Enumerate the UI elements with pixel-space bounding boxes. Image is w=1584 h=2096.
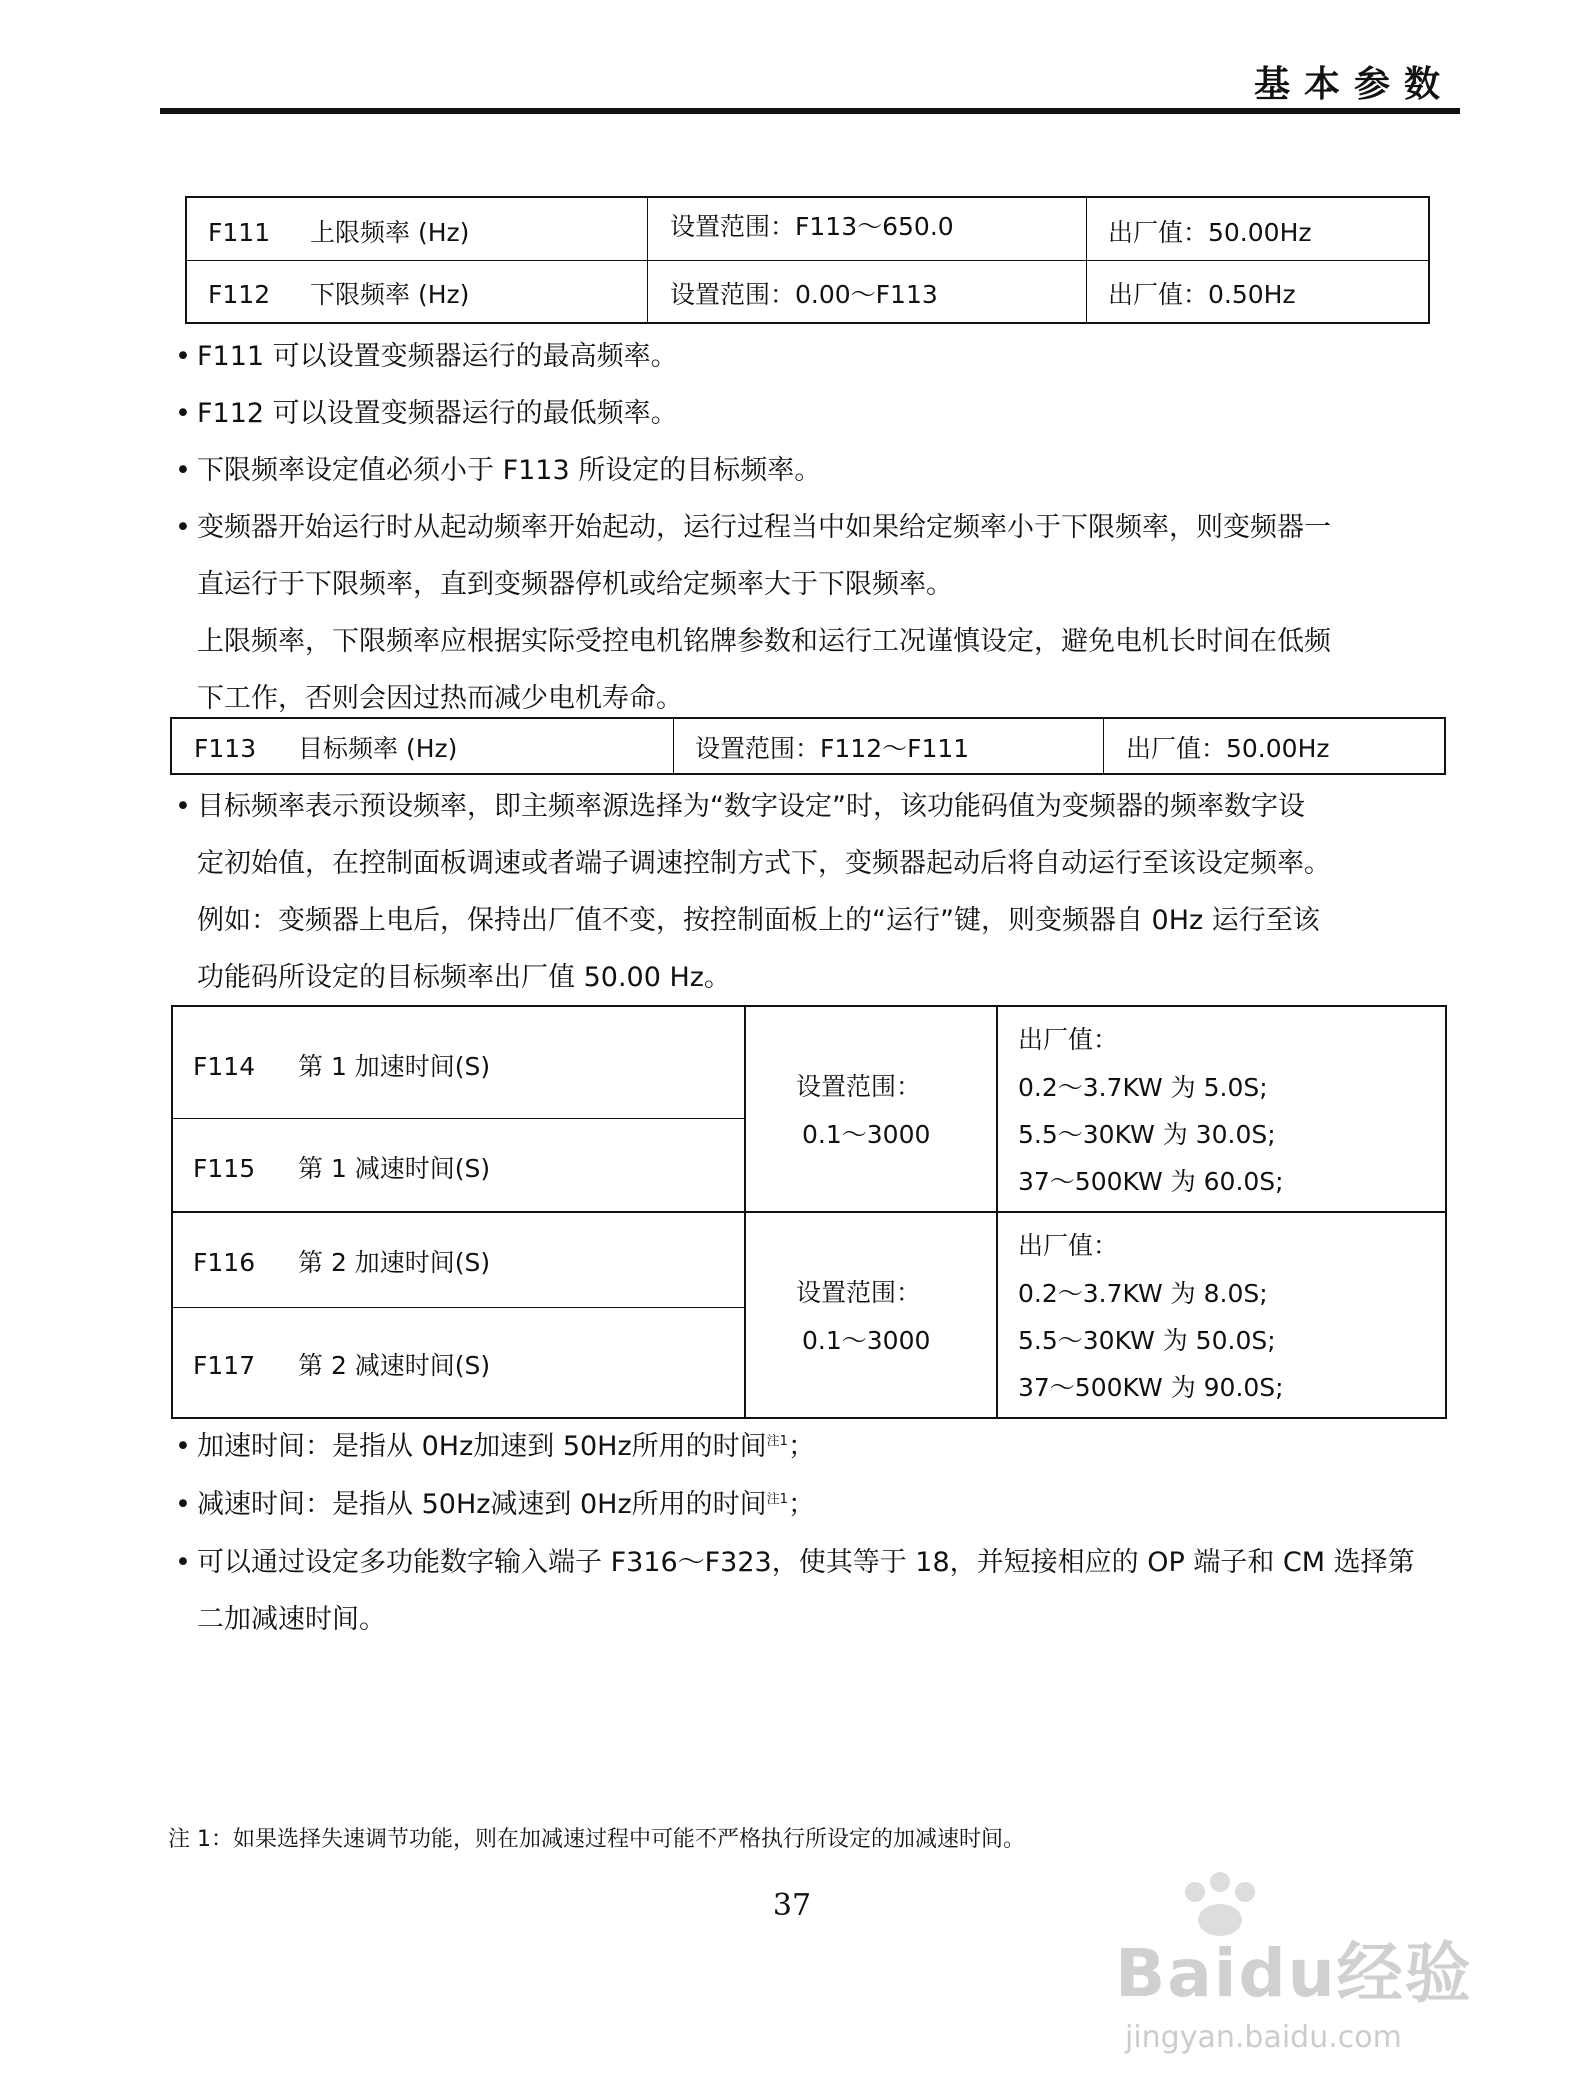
note-item: • F111 可以设置变频器运行的最高频率。	[175, 341, 678, 372]
note-paragraph: • 变频器开始运行时从起动频率开始起动，运行过程当中如果给定频率小于下限频率，则变频器一 直运行于下限频率，直到变频器停机或给定频率大于下限频率。 上限频率，下限频率应根据实际受控电机铭牌参数和运行工况谨慎设定，避免电机长时间在低频 下工作，否则会因过热而减少电机寿命。	[175, 512, 1331, 714]
note-paragraph: • 目标频率表示预设频率，即主频率源选择为“数字设定”时，该功能码值为变频器的频率数字设 定初始值，在控制面板调速或者端子调速控制方式下，变频器起动后将自动运行至该设定频率。 例如：变频器上电后，保持出厂值不变，按控制面板上的“运行”键，则变频器自 0Hz 运行至该 功能码所设定的目标频率出厂值 50.00 Hz。	[175, 791, 1331, 993]
param-code: F116	[193, 1248, 256, 1277]
param-range-label: 设置范围：	[796, 1278, 922, 1307]
param-name: 第 1 加速时间(S)	[298, 1052, 491, 1081]
param-code: F114	[193, 1052, 256, 1081]
param-range: 设置范围：F112～F111	[695, 734, 970, 763]
note-item: • F112 可以设置变频器运行的最低频率。	[175, 398, 678, 429]
param-default: 出厂值：50.00Hz	[1126, 734, 1330, 763]
section-title: 基本参数	[1253, 64, 1454, 105]
param-name: 目标频率 (Hz)	[298, 734, 458, 763]
param-default-line: 5.5～30KW 为 50.0S;	[1018, 1326, 1276, 1355]
param-code: F115	[193, 1154, 256, 1183]
param-code: F117	[193, 1351, 256, 1380]
param-default: 出厂值：0.50Hz	[1108, 280, 1296, 309]
footnote: 注 1：如果选择失速调节功能，则在加减速过程中可能不严格执行所设定的加减速时间。	[168, 1827, 1025, 1852]
param-range: 设置范围：F113～650.0	[670, 212, 954, 241]
param-range: 设置范围：0.00～F113	[670, 280, 938, 309]
param-range-value: 0.1～3000	[802, 1120, 931, 1149]
param-default-line: 5.5～30KW 为 30.0S;	[1018, 1120, 1276, 1149]
param-default-label: 出厂值：	[1018, 1025, 1119, 1054]
param-default-line: 0.2～3.7KW 为 8.0S;	[1018, 1279, 1268, 1308]
param-name: 第 2 加速时间(S)	[298, 1248, 491, 1277]
note-item: • 下限频率设定值必须小于 F113 所设定的目标频率。	[175, 455, 822, 486]
param-default-line: 0.2～3.7KW 为 5.0S;	[1018, 1073, 1268, 1102]
param-range-value: 0.1～3000	[802, 1326, 931, 1355]
note-paragraph: • 可以通过设定多功能数字输入端子 F316～F323，使其等于 18，并短接相应的 OP 端子和 CM 选择第 二加减速时间。	[175, 1547, 1415, 1635]
param-range-label: 设置范围：	[796, 1072, 922, 1101]
param-default-line: 37～500KW 为 60.0S;	[1018, 1167, 1284, 1196]
header-rule	[160, 108, 1460, 114]
param-default-label: 出厂值：	[1018, 1231, 1119, 1260]
page-number: 37	[772, 1888, 812, 1923]
watermark-url: jingyan.baidu.com	[1125, 2020, 1402, 2055]
param-name: 下限频率 (Hz)	[310, 280, 470, 309]
param-code: F113	[194, 734, 257, 763]
param-name: 第 1 减速时间(S)	[298, 1154, 491, 1183]
note-item: • 减速时间：是指从 50Hz减速到 0Hz所用的时间$^{注1}$；	[175, 1489, 815, 1520]
param-name: 上限频率 (Hz)	[310, 218, 470, 247]
param-default: 出厂值：50.00Hz	[1108, 218, 1312, 247]
note-item: • 加速时间：是指从 0Hz加速到 50Hz所用的时间$^{注1}$；	[175, 1431, 815, 1462]
param-code: F111	[208, 218, 271, 247]
watermark	[1105, 1870, 1485, 2070]
param-code: F112	[208, 280, 271, 309]
watermark-logo: Baidu经验	[1115, 1935, 1473, 2012]
param-default-line: 37～500KW 为 90.0S;	[1018, 1373, 1284, 1402]
param-name: 第 2 减速时间(S)	[298, 1351, 491, 1380]
